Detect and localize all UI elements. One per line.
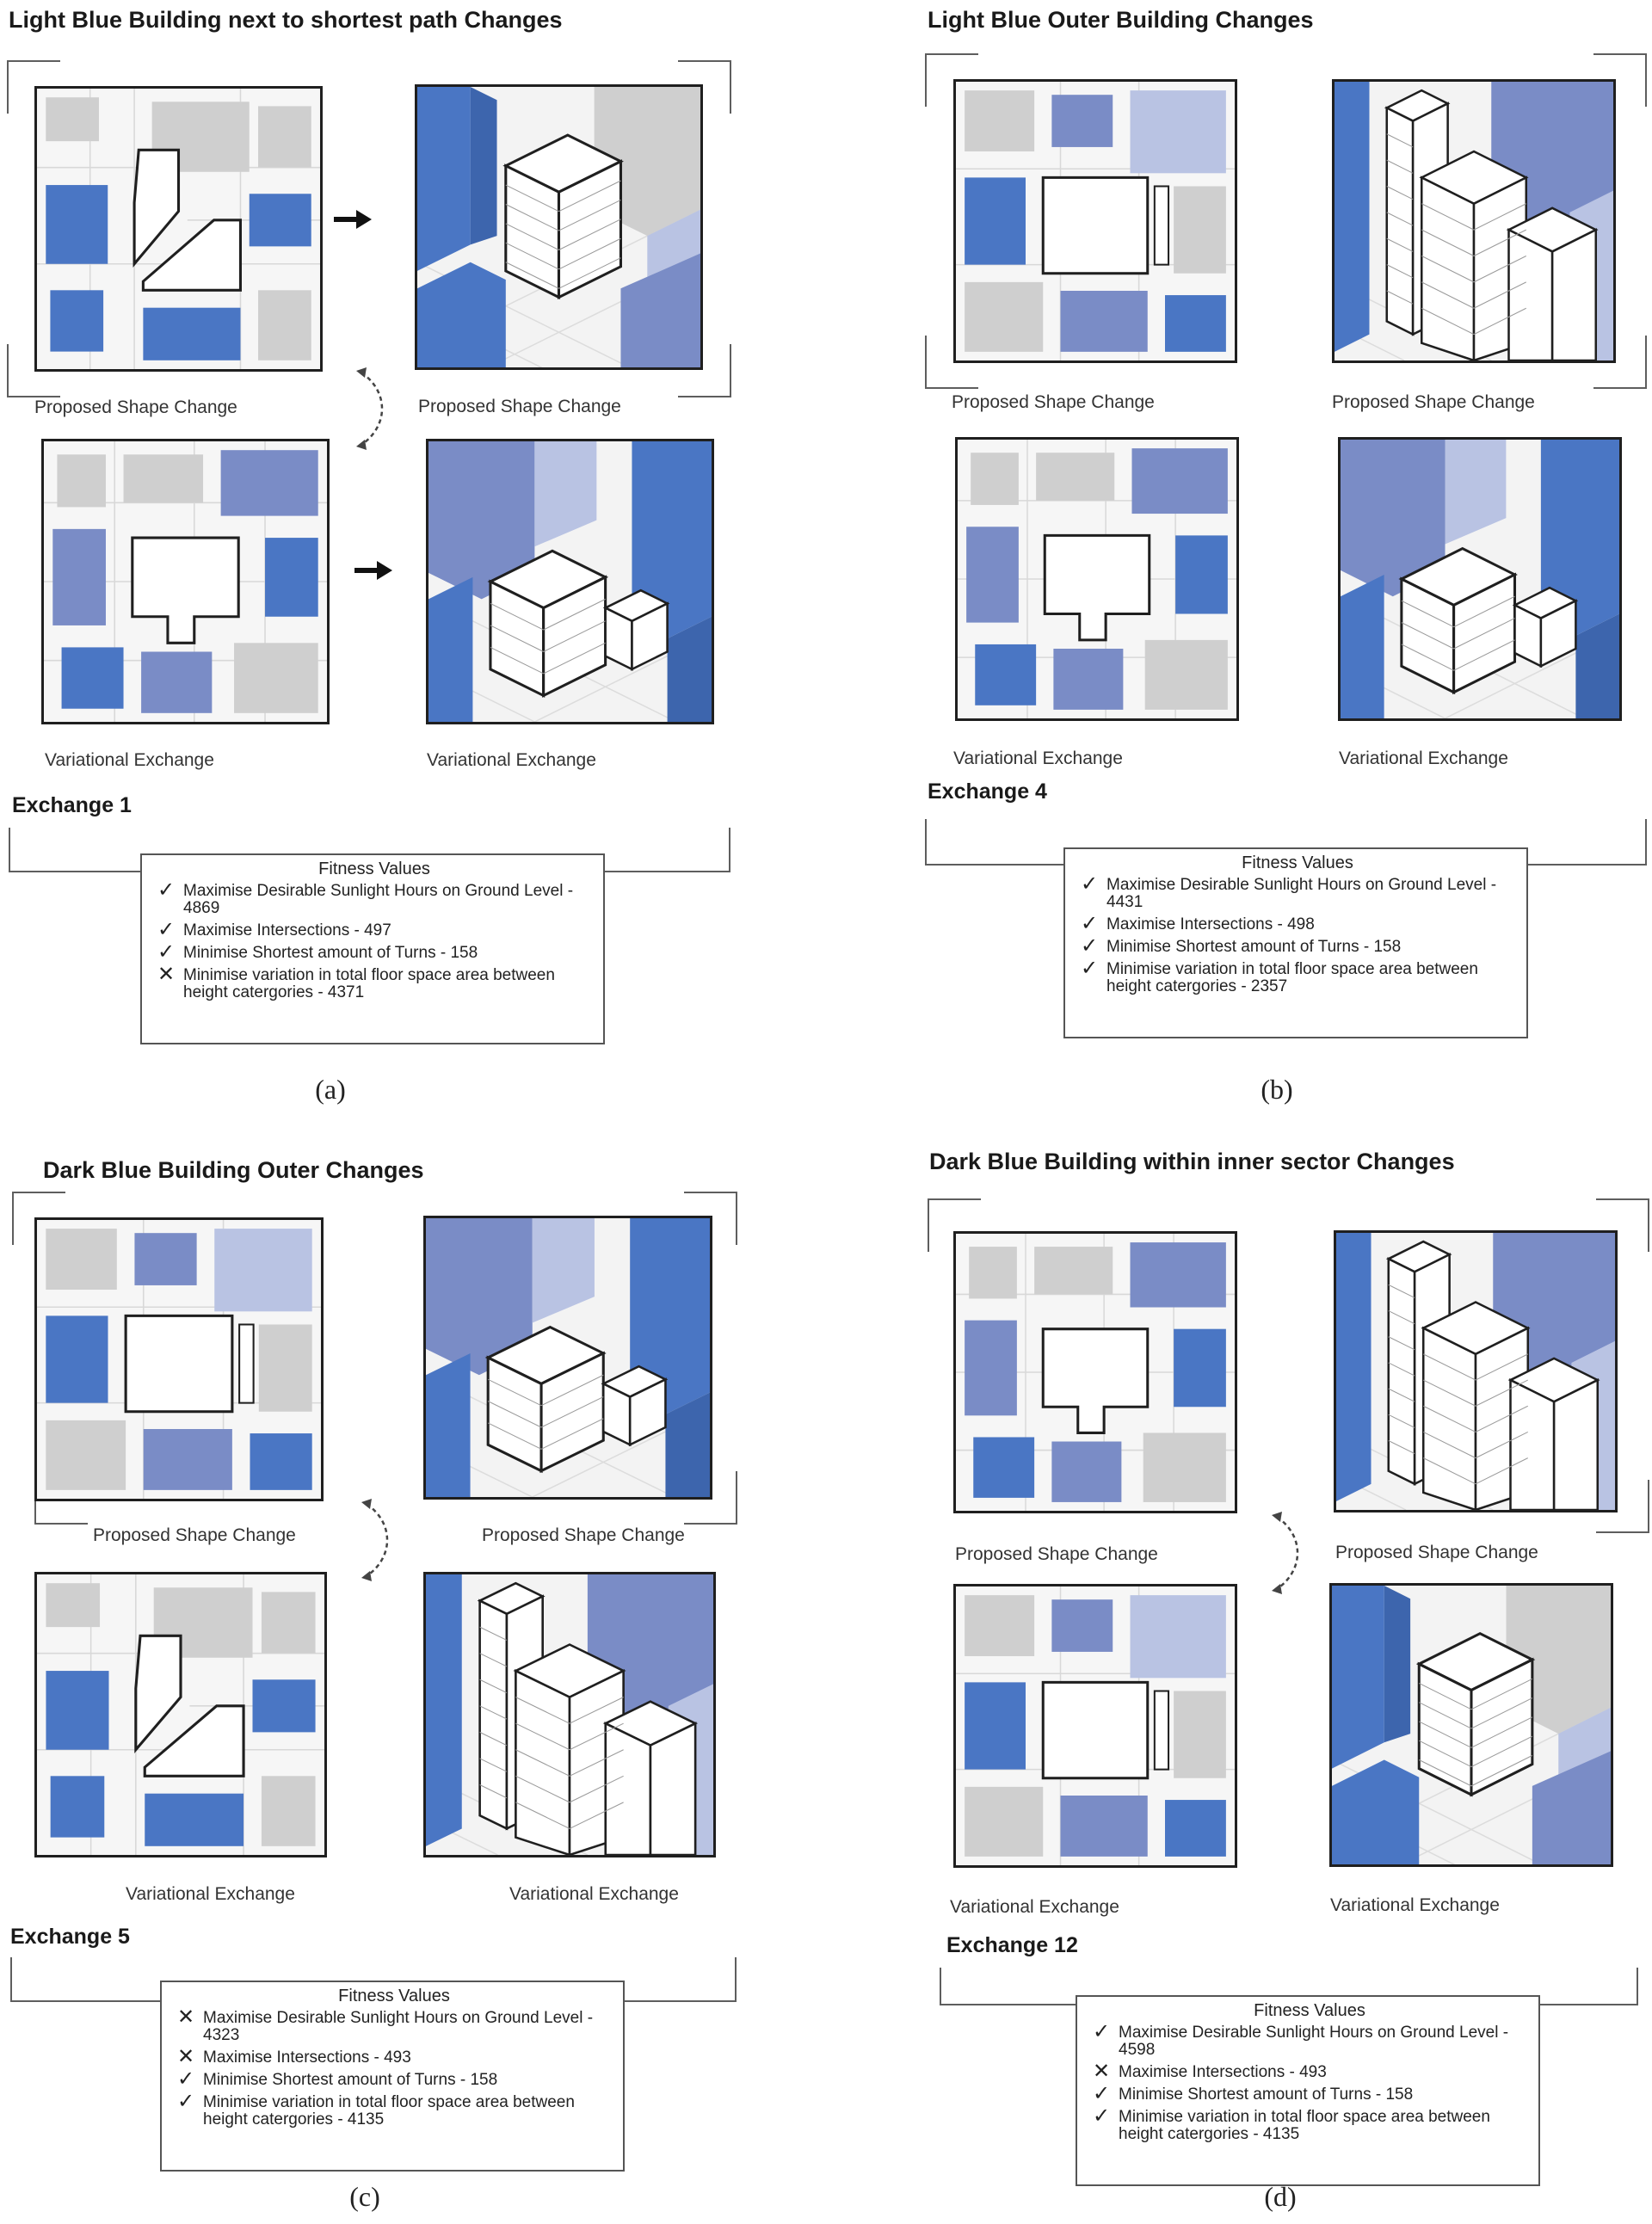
criterion-text: Minimise variation in total floor space area between height catergories - 4135 [203, 2093, 575, 2129]
criterion-text: Minimise Shortest amount of Turns - 158 [1119, 2085, 1414, 2104]
fitness-values-box [1063, 847, 1528, 1038]
subfigure-label: (c) [349, 2181, 380, 2212]
criterion-intersections [1081, 912, 1514, 935]
criterion-turns [177, 2067, 611, 2091]
fitness-title: Fitness Values [338, 1987, 450, 2005]
criterion-text: Minimise Shortest amount of Turns - 158 [183, 944, 478, 962]
axo-variational-tile [426, 439, 714, 724]
criterion-mark-icon: ✕ [157, 963, 176, 986]
criterion-mark-icon: ✕ [1093, 2060, 1111, 2083]
caption-axo-variational: Variational Exchange [1330, 1895, 1500, 1915]
criterion-text: Maximise Intersections - 493 [1119, 2063, 1327, 2081]
criterion-mark-icon: ✕ [177, 2045, 195, 2068]
panel-b [826, 0, 1652, 1110]
exchange-cycle-icon [354, 366, 389, 452]
caption-axo-proposed: Proposed Shape Change [1332, 392, 1535, 412]
plan-proposed-tile [953, 1231, 1237, 1513]
criterion-mark-icon: ✓ [1081, 912, 1099, 935]
caption-axo-variational: Variational Exchange [427, 750, 596, 770]
caption-plan-variational: Variational Exchange [126, 1884, 295, 1904]
plan-variational-tile [34, 1572, 327, 1857]
criterion-mark-icon: ✓ [1081, 934, 1099, 958]
caption-axo-variational: Variational Exchange [509, 1884, 679, 1904]
criterion-mark-icon: ✓ [1093, 2082, 1111, 2105]
criterion-text: Maximise Intersections - 498 [1106, 915, 1315, 933]
criterion-mark-icon: ✕ [177, 2005, 195, 2029]
plan-variational-tile [955, 437, 1239, 721]
axo-variational-tile [423, 1572, 716, 1857]
fitness-title: Fitness Values [318, 859, 430, 878]
fitness-values-box [1076, 1995, 1540, 2186]
panel-title: Dark Blue Building Outer Changes [43, 1157, 424, 1183]
criterion-floor-space [177, 2090, 611, 2129]
criterion-turns [157, 940, 591, 964]
criterion-intersections [177, 2045, 611, 2068]
panel-title: Dark Blue Building within inner sector Changes [929, 1149, 1455, 1174]
caption-axo-variational: Variational Exchange [1339, 749, 1508, 768]
axo-proposed-tile [415, 84, 703, 370]
criterion-text: Maximise Intersections - 497 [183, 921, 391, 940]
exchange-label: Exchange 5 [10, 1925, 130, 1949]
criterion-floor-space [1093, 2104, 1526, 2143]
caption-plan-proposed: Proposed Shape Change [955, 1544, 1158, 1564]
subfigure-label: (d) [1264, 2181, 1297, 2212]
plan-proposed-tile [34, 86, 323, 372]
fitness-title: Fitness Values [1242, 853, 1353, 872]
fitness-values-box [140, 853, 605, 1044]
criterion-sunlight [177, 2005, 611, 2044]
caption-plan-proposed: Proposed Shape Change [93, 1525, 296, 1545]
criterion-mark-icon: ✓ [157, 940, 176, 964]
axo-proposed-tile [1334, 1230, 1618, 1512]
criterion-intersections [1093, 2060, 1526, 2083]
criterion-turns [1093, 2082, 1526, 2105]
criterion-text: Maximise Desirable Sunlight Hours on Ground Level - 4869 [183, 882, 574, 917]
plan-variational-tile [953, 1584, 1237, 1868]
criterion-mark-icon: ✓ [1081, 872, 1099, 896]
exchange-label: Exchange 12 [946, 1933, 1078, 1957]
criterion-text: Minimise Shortest amount of Turns - 158 [203, 2071, 498, 2089]
panel-c [0, 1114, 826, 2224]
criterion-mark-icon: ✓ [177, 2067, 195, 2091]
plan-proposed-tile [953, 79, 1237, 363]
arrow-right-icon [334, 210, 372, 229]
criterion-mark-icon: ✓ [157, 918, 176, 941]
criterion-sunlight [1081, 872, 1514, 911]
criterion-intersections [157, 918, 591, 941]
subfigure-label: (a) [315, 1074, 346, 1105]
panel-a [0, 0, 826, 1110]
criterion-sunlight [157, 878, 591, 917]
axo-variational-tile [1329, 1583, 1613, 1867]
caption-axo-proposed: Proposed Shape Change [418, 397, 621, 416]
exchange-label: Exchange 4 [928, 779, 1047, 804]
criterion-text: Maximise Intersections - 493 [203, 2048, 411, 2067]
criterion-mark-icon: ✓ [1093, 2104, 1111, 2128]
criterion-text: Maximise Desirable Sunlight Hours on Ground Level - 4598 [1119, 2024, 1509, 2059]
caption-plan-variational: Variational Exchange [953, 749, 1123, 768]
criterion-turns [1081, 934, 1514, 958]
exchange-label: Exchange 1 [12, 793, 132, 817]
plan-variational-tile [41, 439, 330, 724]
plan-proposed-tile [34, 1217, 324, 1501]
panel-title: Light Blue Outer Building Changes [928, 7, 1314, 33]
criterion-mark-icon: ✓ [1093, 2020, 1111, 2043]
fitness-title: Fitness Values [1254, 2001, 1365, 2020]
caption-axo-proposed: Proposed Shape Change [1335, 1543, 1538, 1562]
criterion-text: Maximise Desirable Sunlight Hours on Ground Level - 4431 [1106, 876, 1497, 911]
subfigure-label: (b) [1261, 1074, 1293, 1105]
axo-proposed-tile [1332, 79, 1616, 363]
criterion-floor-space [1081, 957, 1514, 995]
criterion-mark-icon: ✓ [177, 2090, 195, 2113]
criterion-mark-icon: ✓ [1081, 957, 1099, 980]
criterion-mark-icon: ✓ [157, 878, 176, 902]
caption-axo-proposed: Proposed Shape Change [482, 1525, 685, 1545]
axo-variational-tile [1338, 437, 1622, 721]
criterion-text: Maximise Desirable Sunlight Hours on Ground Level - 4323 [203, 2009, 594, 2044]
caption-plan-variational: Variational Exchange [950, 1897, 1119, 1917]
criterion-sunlight [1093, 2020, 1526, 2059]
panel-d [826, 1114, 1652, 2224]
arrow-right-icon [354, 561, 392, 580]
caption-plan-variational: Variational Exchange [45, 750, 214, 770]
panel-title: Light Blue Building next to shortest path Changes [9, 7, 563, 33]
fitness-values-box [160, 1981, 625, 2172]
criterion-floor-space [157, 963, 591, 1001]
axo-proposed-tile [423, 1216, 712, 1500]
caption-plan-proposed: Proposed Shape Change [34, 397, 237, 417]
criterion-text: Minimise Shortest amount of Turns - 158 [1106, 938, 1402, 956]
caption-plan-proposed: Proposed Shape Change [952, 392, 1155, 412]
criterion-text: Minimise variation in total floor space area between height catergories - 4135 [1119, 2108, 1490, 2143]
exchange-cycle-icon [360, 1497, 394, 1583]
criterion-text: Minimise variation in total floor space area between height catergories - 4371 [183, 966, 555, 1001]
criterion-text: Minimise variation in total floor space area between height catergories - 2357 [1106, 960, 1478, 995]
exchange-cycle-icon [1270, 1510, 1304, 1596]
